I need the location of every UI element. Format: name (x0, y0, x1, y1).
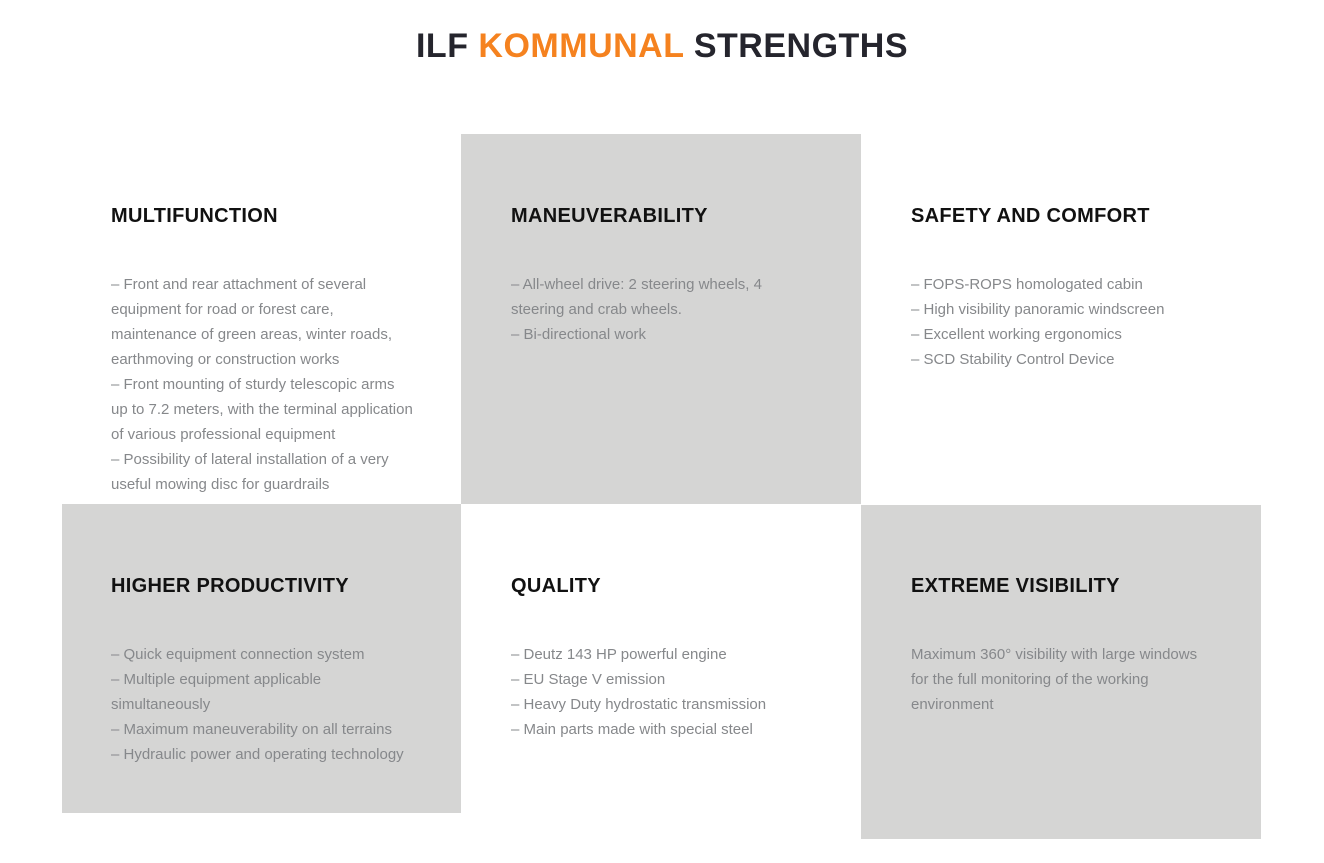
bullet-line: – Front and rear attachment of several equipment for road or forest care, maintenance of green areas, winter roads, earthmoving or construction works (111, 276, 392, 368)
bullet-line: – EU Stage V emission (511, 671, 666, 688)
bullet-line: – SCD Stability Control Device (911, 351, 1115, 368)
bullet-line: – Possibility of lateral installation of a very useful mowing disc for guardrails (111, 451, 389, 493)
bullet-line: – Maximum maneuverability on all terrains (111, 721, 392, 738)
card-safety-and-comfort (911, 203, 1214, 372)
bullet-line: – Excellent working ergonomics (911, 326, 1122, 343)
bullet-line: – Hydraulic power and operating technology (111, 746, 404, 763)
bullet-line: – Heavy Duty hydrostatic transmission (511, 696, 767, 713)
bullet-line: – FOPS-ROPS homologated cabin (911, 276, 1143, 293)
card-bullets-maneuverability (511, 272, 814, 347)
card-title-safety-and-comfort: SAFETY AND COMFORT (911, 205, 1150, 227)
card-title-maneuverability: MANEUVERABILITY (511, 205, 708, 227)
bullet-line: – Quick equipment connection system (111, 646, 365, 663)
card-title-higher-productivity: HIGHER PRODUCTIVITY (111, 575, 349, 597)
card-higher-productivity (111, 573, 414, 767)
card-title-extreme-visibility: EXTREME VISIBILITY (911, 575, 1120, 597)
card-quality (511, 573, 814, 742)
card-bullets-safety-and-comfort (911, 272, 1214, 372)
page-title (0, 27, 1324, 66)
card-bullets-extreme-visibility (911, 642, 1214, 717)
bullet-line: – All-wheel drive: 2 steering wheels, 4 steering and crab wheels. (511, 276, 762, 318)
bullet-line: – Multiple equipment applicable simultaneously (111, 671, 322, 713)
page-title-prefix: ILF (415, 27, 479, 65)
bullet-line: – Front mounting of sturdy telescopic arms up to 7.2 meters, with the terminal application of various professional equipment (111, 376, 413, 443)
card-bullets-quality (511, 642, 814, 742)
card-bullets-higher-productivity (111, 642, 414, 767)
page-title-accent: KOMMUNAL (478, 27, 684, 65)
bullet-line: – High visibility panoramic windscreen (911, 301, 1165, 318)
card-multifunction (111, 203, 414, 497)
bullet-line: Maximum 360° visibility with large windows for the full monitoring of the working environment (911, 646, 1198, 713)
card-title-quality: QUALITY (511, 575, 601, 597)
card-maneuverability (511, 203, 814, 347)
bullet-line: – Main parts made with special steel (511, 721, 753, 738)
bullet-line: – Bi-directional work (511, 326, 647, 343)
card-extreme-visibility (911, 573, 1214, 717)
page-title-suffix: STRENGTHS (683, 27, 909, 65)
bullet-line: – Deutz 143 HP powerful engine (511, 646, 727, 663)
card-bullets-multifunction (111, 272, 414, 497)
card-title-multifunction: MULTIFUNCTION (111, 205, 278, 227)
